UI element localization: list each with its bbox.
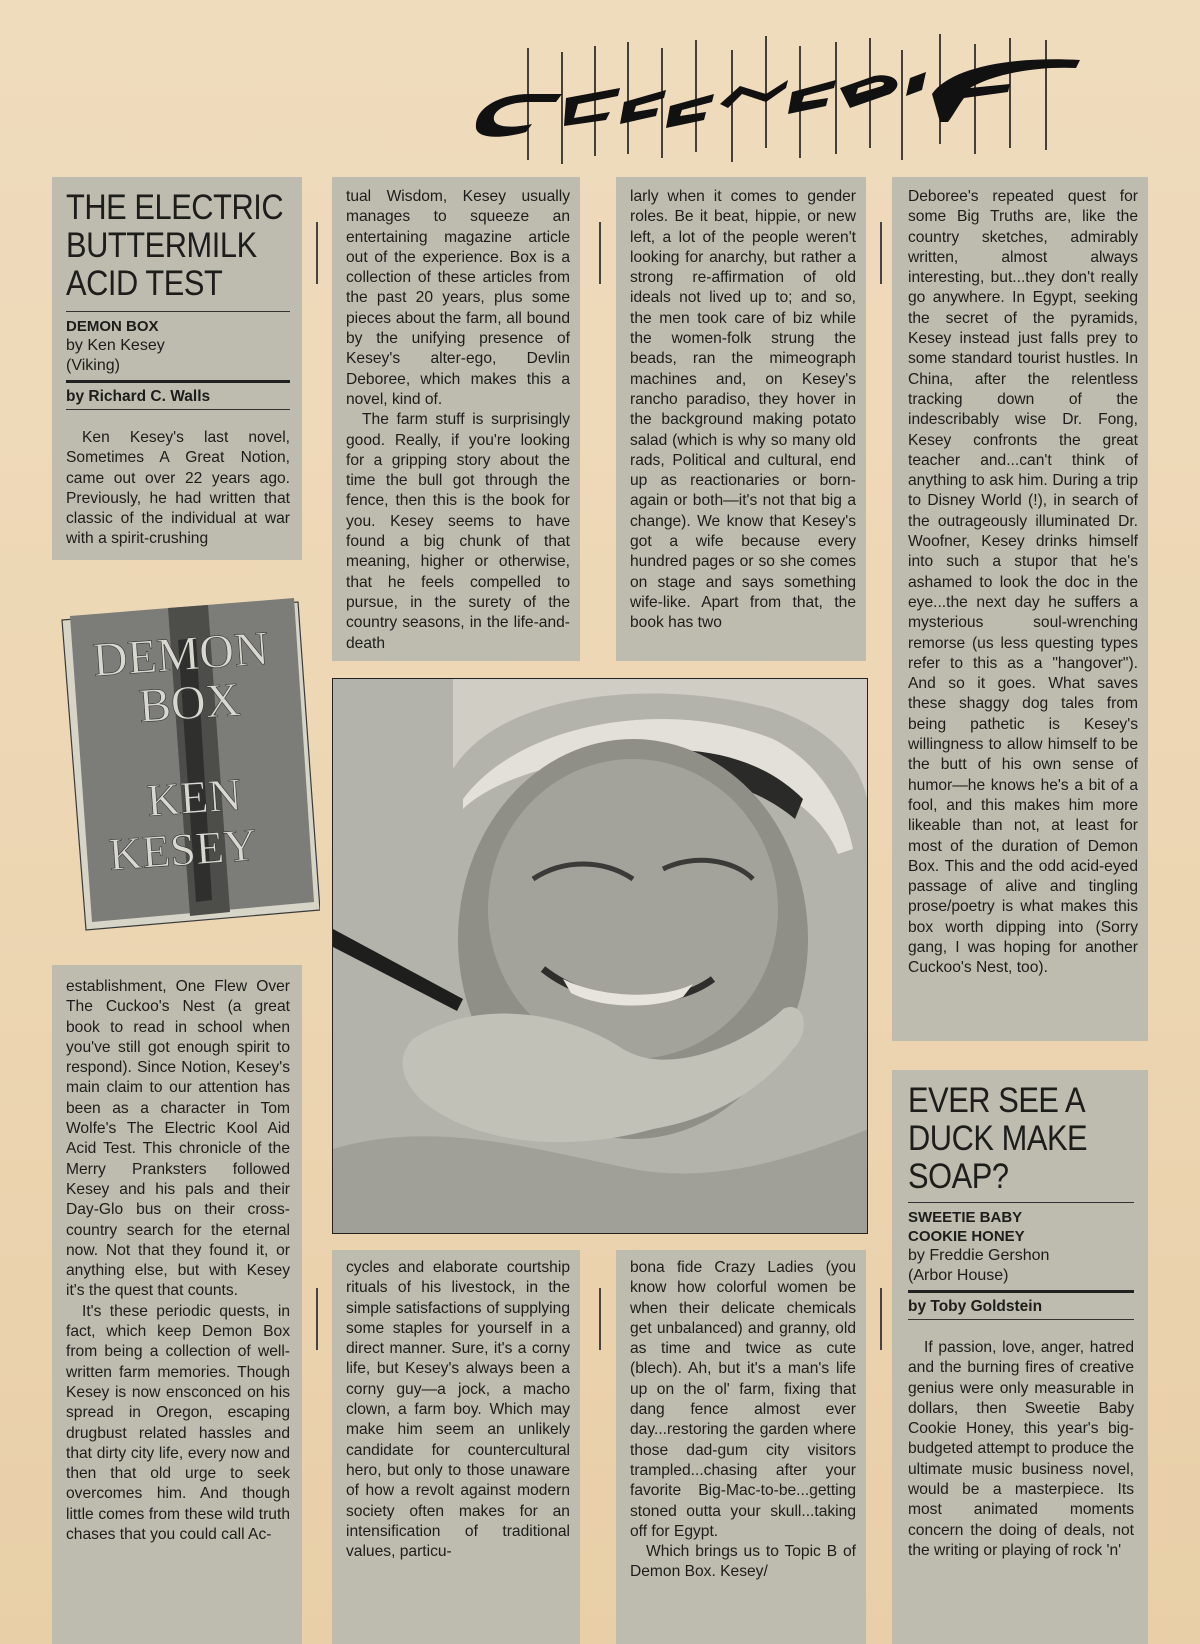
column-divider [880, 222, 882, 284]
divider-rule [66, 409, 290, 410]
review1-headline [66, 189, 290, 303]
author-photo [332, 678, 868, 1234]
divider-rule [908, 1319, 1134, 1320]
section-masthead [470, 28, 1170, 168]
column-divider [316, 1288, 318, 1350]
review1-col2-bottom-block [332, 1250, 580, 1644]
cover-title-line: BOX [137, 673, 242, 733]
review1-col3-bottom-p1: bona fide Crazy Ladies (you know how colorful women be when their delicate chemicals get unbalanced) and granny, old as time and twice as cute (blech). Ah, but it's a man's life up on the ol' farm, fixing that dang fence almost ever day...restoring the garden where those dad-gum city visitors trampled...chasing after your favorite Big-Mac-to-be...getting stoned outta your skull...taking off for Egypt. [630, 1259, 856, 1540]
column-divider [316, 222, 318, 284]
cover-title-line: DEMON [91, 621, 271, 687]
review1-byline: by Richard C. Walls [66, 388, 211, 405]
review1-author: by Ken Kesey [66, 337, 165, 354]
divider-rule [908, 1290, 1134, 1293]
review1-headline-line: THE ELECTRIC [66, 188, 284, 227]
review1-col3-bottom-p2: Which brings us to Topic B of Demon Box. Kesey/ [630, 1543, 856, 1581]
review2-headline-line: EVER SEE A [908, 1081, 1086, 1120]
review1-col4-text: Deboree's repeated quest for some Big Truths are, like the country sketches, admirably written, almost always interesting, but...they don't really go anywhere. In Egypt, seeking the secret of the pyramids, Kesey instead just falls prey to some standard tourist hustles. In China, after the relentless tracking down of the indescribably wise Dr. Fong, Kesey confronts the great teacher and...can't think of anything to ask him. During a trip to Disney World (!), in search of the outrageously illuminated Dr. Woofner, Kesey drinks himself into such a stupor that he's ashamed to look the doc in the eye...the next day he suffers a mysterious soul-wrenching remorse (us less questing types refer to this as a "hangover"). And so it goes. What saves these shaggy dog tales from being pathetic is Kesey's willingness to allow himself to be the butt of his own sense of humor—he knows he's a bit of a fool, and this makes him more likeable than not, at least for most of the duration of Demon Box. This and the odd acid-eyed passage of alive and tingling prose/poetry is what makes this box worth dipping into (Sorry gang, I was hoping for another Cuckoo's Nest, too). [908, 188, 1138, 977]
cover-author-line: KESEY [107, 818, 259, 880]
review1-col3-bottom-block [616, 1250, 866, 1644]
review1-intro-block [52, 177, 302, 560]
review1-col1-top-text: Ken Kesey's last novel, Sometimes A Great Notion, came out over 22 years ago. Previously, he had written that classic of the individual at war with a spirit-crushing [66, 429, 290, 548]
review1-col2-top-p1: tual Wisdom, Kesey usually manages to squeeze an entertaining magazine article out of the experience. Box is a collection of these articles from the past 20 years, plus some pieces about the farm, all bound by the unifying presence of Kesey's alter-ego, Devlin Deboree, which makes this a novel, kind of. [346, 188, 570, 408]
column-divider [599, 222, 601, 284]
divider-rule [908, 1202, 1134, 1203]
review1-book-title: DEMON BOX [66, 318, 159, 335]
review2-author: by Freddie Gershon [908, 1247, 1050, 1264]
review1-col2-top-block [332, 177, 580, 661]
review1-col2-bottom-text: cycles and elaborate courtship rituals of his livestock, in the simple satisfactions of supplying some staples for yourself in a direct manner. Sure, it's a corny life, but Kesey's always been a corny guy—a jock, a macho clown, a farm boy. Which may make him seem an unlikely candidate for countercultural hero, but only to those unaware of how a revolt against modern society often makes for an intensification of traditional values, particu- [346, 1259, 570, 1561]
review1-col1-bottom-block [52, 965, 302, 1644]
review2-publisher: (Arbor House) [908, 1267, 1009, 1284]
review1-col2-top-p2: The farm stuff is surprisingly good. Really, if you're looking for a gripping story about the time the bull got through the fence, then this is the book for you. Kesey seems to have found a big chunk of that meaning, higher or otherwise, that he feels compelled to pursue, in the surety of the country seasons, in the life-and-death [346, 411, 570, 652]
review2-headline [908, 1082, 1134, 1196]
column-divider [599, 1288, 601, 1350]
review2-body-text: If passion, love, anger, hatred and the burning fires of creative genius were only measurable in dollars, then Sweetie Baby Cookie Honey, this year's big-budgeted attempt to produce the ultimate music business novel, would be a masterpiece. Its most animated moments concern the doing of deals, not the writing or playing of rock 'n' [908, 1339, 1134, 1559]
book-cover-image [58, 580, 320, 940]
review2-book-title-line: SWEETIE BABY [908, 1209, 1023, 1226]
review2-book-title-line: COOKIE HONEY [908, 1228, 1025, 1245]
review1-headline-line: ACID TEST [66, 264, 223, 303]
masthead-logo [470, 28, 1170, 168]
review1-col4-block [892, 177, 1148, 1041]
review1-col3-top-block [616, 177, 866, 661]
divider-rule [66, 311, 290, 312]
review2-headline-line: DUCK MAKE [908, 1119, 1088, 1158]
divider-rule [66, 380, 290, 383]
review1-publisher: (Viking) [66, 357, 120, 374]
review2-headline-line: SOAP? [908, 1157, 1009, 1196]
review1-col1-bottom-p2: It's these periodic quests, in fact, which keep Demon Box from being a collection of well-written farm memories. Though Kesey is now ensconced on his spread in Oregon, escaping drugbust related hassles and that dirty city life, every now and then that old urge to seek overcomes him. And though little comes from these wild truth chases that you could call Ac- [66, 1302, 290, 1544]
review1-col3-top-text: larly when it comes to gender roles. Be it beat, hippie, or new left, a lot of the people weren't looking for anarchy, but rather a strong re-affirmation of old ideals not lived up to; and so, the men took care of biz while the women-folk strung the beads, ran the mimeograph machines and, on Kesey's rancho paradiso, they hover in the background making potato salad (which is why so many old rads, Political and cultural, end up as reactionaries or born-again or both—it's not that big a change). We know that Kesey's got a wife because every hundred pages or so she comes on stage and says something wife-like. Apart from that, the book has two [630, 188, 856, 632]
review2-block [892, 1070, 1148, 1644]
column-divider [880, 1288, 882, 1350]
review2-byline: by Toby Goldstein [908, 1298, 1043, 1315]
cover-author-line: KEN [145, 768, 244, 826]
review1-col1-bottom-p1: establishment, One Flew Over The Cuckoo's Nest (a great book to read in school when you've still got enough spirit to respond). Since Notion, Kesey's main claim to our attention has been as a character in Tom Wolfe's The Electric Kool Aid Acid Test. This chronicle of the Merry Pranksters followed Kesey and his pals and their Day-Glo bus on their cross-country search for the eternal now. Not that they found it, or anything else, but with Kesey it's the quest that counts. [66, 978, 290, 1300]
review1-headline-line: BUTTERMILK [66, 226, 257, 265]
